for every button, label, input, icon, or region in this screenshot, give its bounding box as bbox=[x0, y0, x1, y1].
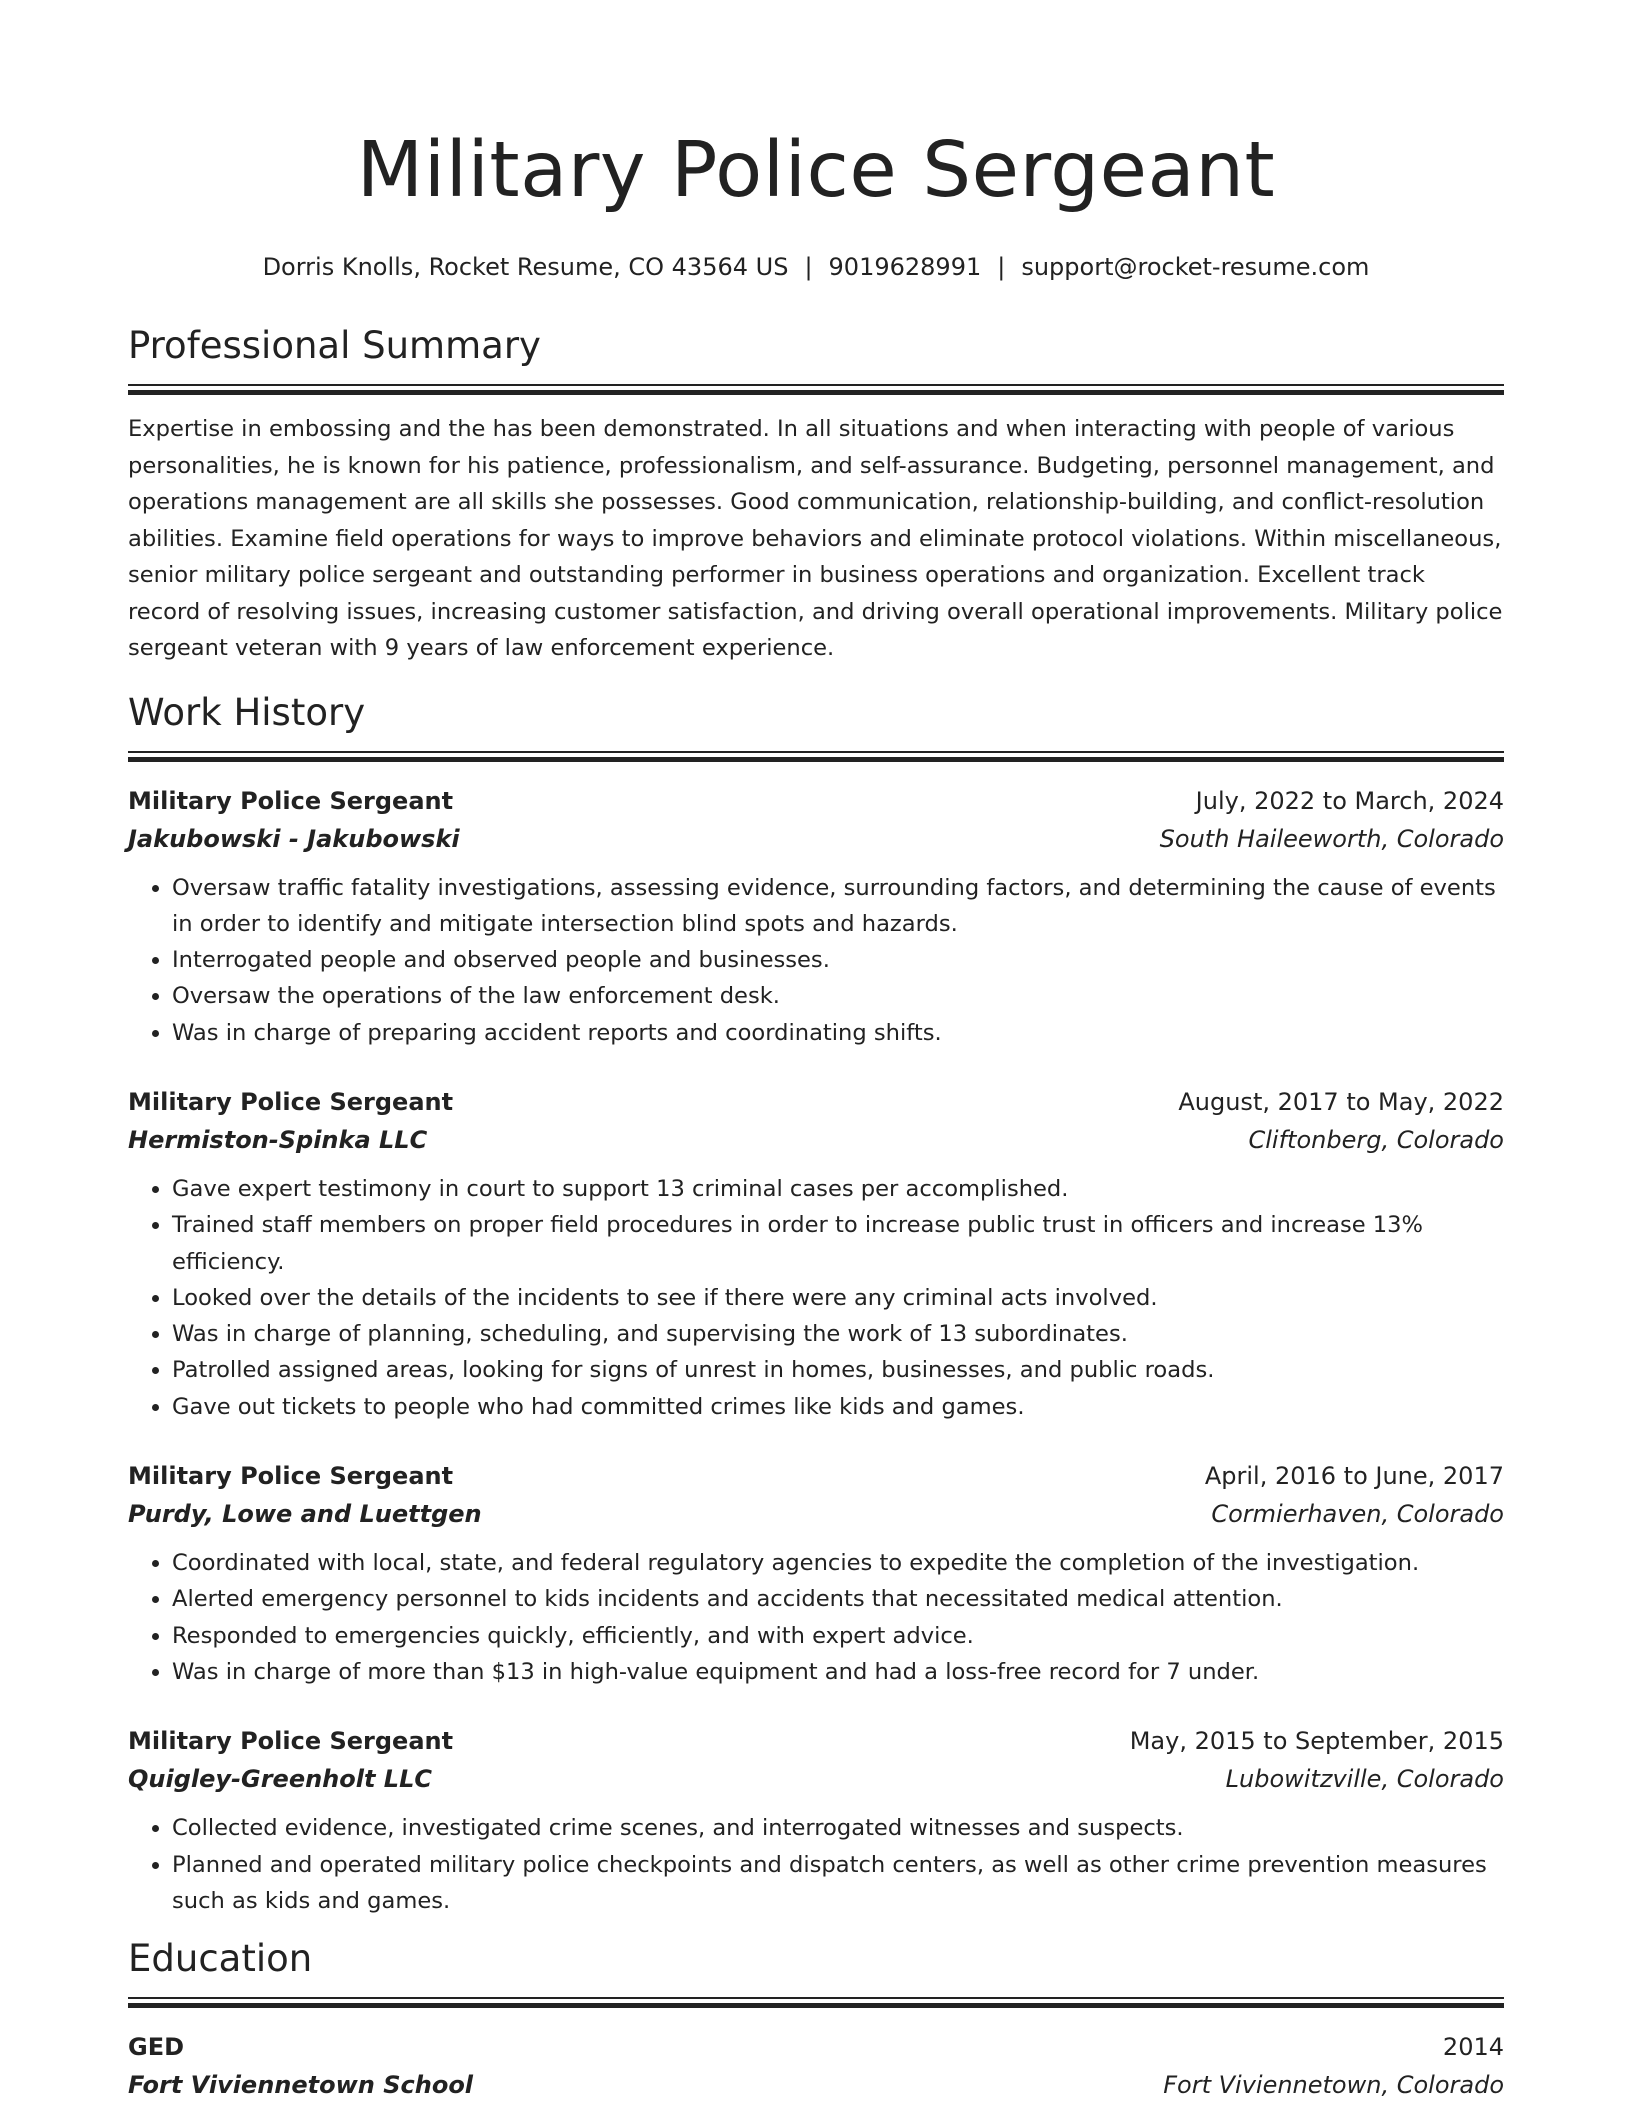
job-location: South Haileeworth, Colorado bbox=[1159, 824, 1504, 853]
job-bullet: • Gave out tickets to people who had committed crimes like kids and games. bbox=[172, 1389, 1504, 1425]
job-header-row bbox=[128, 1722, 1504, 1760]
job-entry bbox=[128, 1083, 1504, 1425]
section-divider bbox=[128, 751, 1504, 764]
job-bullet: • Looked over the details of the incidents to see if there were any criminal acts involved. bbox=[172, 1280, 1504, 1316]
job-entry bbox=[128, 1457, 1504, 1690]
education-school: Fort Viviennetown School bbox=[128, 2071, 474, 2100]
job-title: Military Police Sergeant bbox=[128, 786, 454, 815]
job-bullet: • Planned and operated military police checkpoints and dispatch centers, as well as other crime prevention measures such as kids and games. bbox=[172, 1847, 1504, 1920]
job-title: Military Police Sergeant bbox=[128, 1727, 454, 1756]
job-bullet: • Gave expert testimony in court to support 13 criminal cases per accomplished. bbox=[172, 1171, 1504, 1207]
job-location: Cormierhaven, Colorado bbox=[1211, 1500, 1504, 1529]
job-company-row bbox=[128, 820, 1504, 858]
contact-phone: 9019628991 bbox=[828, 253, 982, 281]
job-company-row bbox=[128, 1121, 1504, 1159]
resume-page bbox=[128, 0, 1504, 2104]
job-title: Military Police Sergeant bbox=[128, 1087, 454, 1116]
resume-title: Military Police Sergeant bbox=[356, 126, 1276, 215]
education-location: Fort Viviennetown, Colorado bbox=[1163, 2071, 1504, 2100]
contact-separator: | bbox=[997, 253, 1006, 281]
education-degree: GED bbox=[128, 2033, 185, 2062]
job-dates: July, 2022 to March, 2024 bbox=[1195, 786, 1504, 815]
contact-address: Dorris Knolls, Rocket Resume, CO 43564 US bbox=[262, 253, 789, 281]
contact-email: support@rocket-resume.com bbox=[1021, 253, 1370, 281]
job-company-row bbox=[128, 1495, 1504, 1533]
education-header-row bbox=[128, 2028, 1504, 2066]
section-heading-summary: Professional Summary bbox=[128, 324, 541, 367]
job-header-row bbox=[128, 1457, 1504, 1495]
job-bullet: • Patrolled assigned areas, looking for signs of unrest in homes, businesses, and public roads. bbox=[172, 1352, 1504, 1388]
professional-summary-section bbox=[128, 322, 1504, 667]
job-bullet: • Responded to emergencies quickly, efficiently, and with expert advice. bbox=[172, 1618, 1504, 1654]
section-heading-work: Work History bbox=[128, 690, 366, 734]
summary-text: Expertise in embossing and the has been demonstrated. In all situations and when interacting with people of various personalities, he is known for his patience, professionalism, and self-assurance. Budgeting, personnel management, and operations management are all skills she possesses. Good communication, relationship-building, and conflict-resolution abilities. Examine field operations for ways to improve behaviors and eliminate protocol violations. Within miscellaneous, senior military police sergeant and outstanding performer in business operations and organization. Excellent track record of resolving issues, increasing customer satisfaction, and driving overall operational improvements. Military police sergeant veteran with 9 years of law enforcement experience. bbox=[128, 416, 1503, 661]
job-company: Jakubowski - Jakubowski bbox=[128, 824, 460, 853]
job-dates: April, 2016 to June, 2017 bbox=[1204, 1462, 1504, 1491]
education-school-row bbox=[128, 2066, 1504, 2104]
education-entry bbox=[128, 2028, 1504, 2104]
job-entry bbox=[128, 1722, 1504, 1919]
section-heading-education: Education bbox=[128, 1937, 313, 1981]
job-bullets bbox=[128, 1810, 1504, 1919]
job-company: Hermiston-Spinka LLC bbox=[128, 1125, 428, 1154]
job-bullet: • Was in charge of more than $13 in high-value equipment and had a loss-free record for 7 under. bbox=[172, 1654, 1504, 1690]
job-entry bbox=[128, 782, 1504, 1051]
contact-separator: | bbox=[804, 253, 813, 281]
job-title: Military Police Sergeant bbox=[128, 1462, 454, 1491]
work-history-section bbox=[128, 689, 1504, 1920]
job-bullet: • Oversaw the operations of the law enforcement desk. bbox=[172, 978, 1504, 1014]
job-bullet: • Interrogated people and observed people and businesses. bbox=[172, 942, 1504, 978]
job-bullets bbox=[128, 1545, 1504, 1690]
job-bullet: • Was in charge of preparing accident reports and coordinating shifts. bbox=[172, 1015, 1504, 1051]
job-bullet: • Was in charge of planning, scheduling, and supervising the work of 13 subordinates. bbox=[172, 1316, 1504, 1352]
job-bullet: • Coordinated with local, state, and federal regulatory agencies to expedite the completion of the investigation. bbox=[172, 1545, 1504, 1581]
job-location: Cliftonberg, Colorado bbox=[1248, 1125, 1504, 1154]
job-header-row bbox=[128, 1083, 1504, 1121]
education-section bbox=[128, 1935, 1504, 2104]
job-bullets bbox=[128, 1171, 1504, 1425]
job-dates: August, 2017 to May, 2022 bbox=[1178, 1087, 1504, 1116]
job-bullet: • Alerted emergency personnel to kids incidents and accidents that necessitated medical attention. bbox=[172, 1581, 1504, 1617]
education-year: 2014 bbox=[1442, 2033, 1504, 2062]
job-header-row bbox=[128, 782, 1504, 820]
job-dates: May, 2015 to September, 2015 bbox=[1129, 1727, 1504, 1756]
section-divider bbox=[128, 384, 1504, 397]
section-divider bbox=[128, 1997, 1504, 2010]
job-bullet: • Trained staff members on proper field procedures in order to increase public trust in officers and increase 13% efficiency. bbox=[172, 1207, 1504, 1280]
job-company-row bbox=[128, 1760, 1504, 1798]
job-bullets bbox=[128, 870, 1504, 1051]
job-company: Quigley-Greenholt LLC bbox=[128, 1765, 433, 1794]
contact-line bbox=[128, 250, 1504, 284]
job-company: Purdy, Lowe and Luettgen bbox=[128, 1500, 482, 1529]
job-bullet: • Oversaw traffic fatality investigations, assessing evidence, surrounding factors, and determining the cause of events in order to identify and mitigate intersection blind spots and hazards. bbox=[172, 870, 1504, 943]
job-bullet: • Collected evidence, investigated crime scenes, and interrogated witnesses and suspects. bbox=[172, 1810, 1504, 1846]
job-location: Lubowitzville, Colorado bbox=[1225, 1765, 1504, 1794]
